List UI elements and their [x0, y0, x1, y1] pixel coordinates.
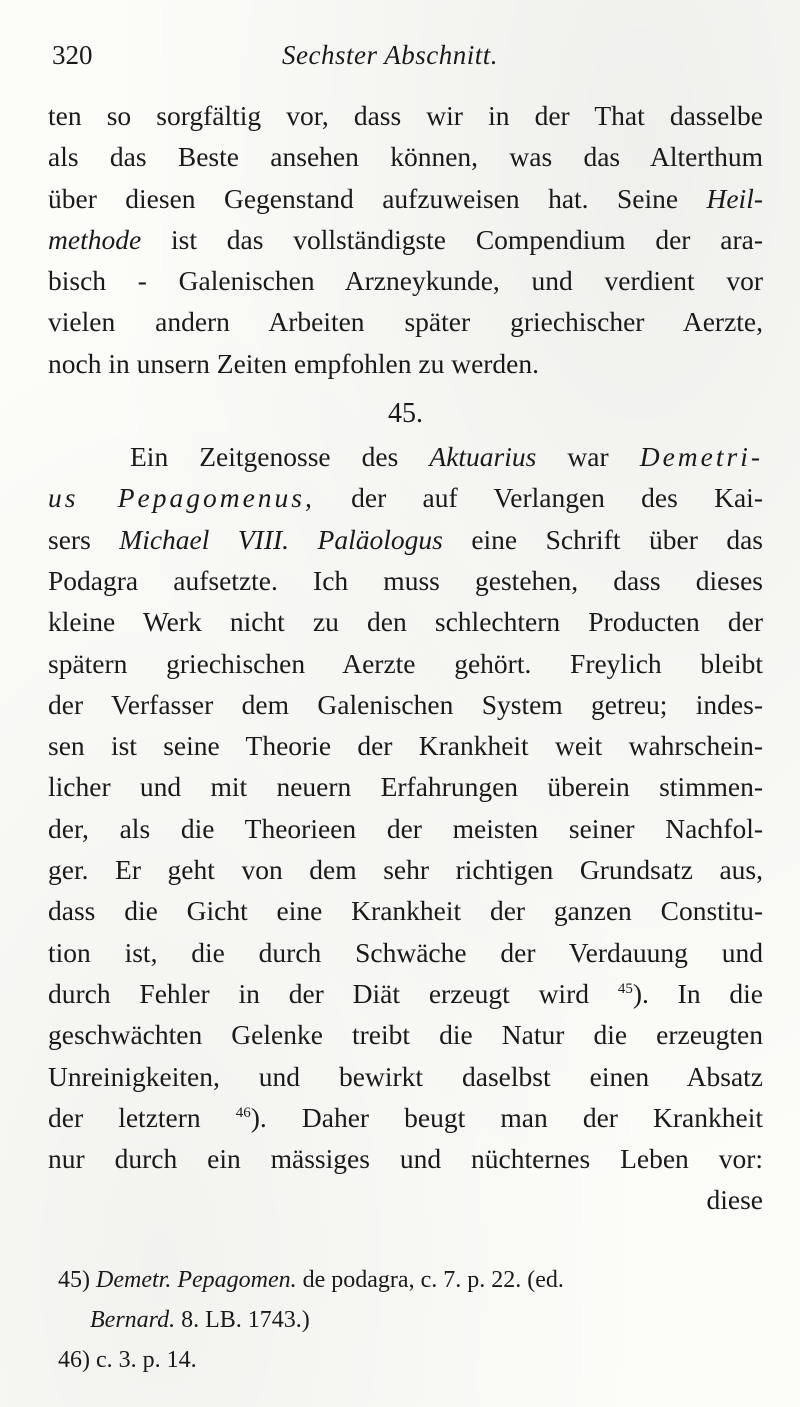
footnote-45-continued: [58, 1300, 758, 1340]
text-line: dass die Gicht eine Krankheit der ganzen Constitu-: [48, 895, 763, 927]
footnote-text: 8. LB. 1743.): [175, 1307, 310, 1333]
text-line: vielen andern Arbeiten später griechischer Aerzte,: [48, 306, 763, 338]
text-segment: ). Daher beugt man der Krankheit: [250, 1101, 763, 1133]
text-segment: war: [536, 441, 640, 473]
footnote-author: Demetr. Pepagomen.: [96, 1267, 297, 1293]
emphasis-demetrius: Demetri-: [639, 441, 763, 473]
footnote-46: 46) c. 3. p. 14.: [58, 1347, 197, 1373]
text-line: als das Beste ansehen können, was das Alterthum: [48, 141, 763, 173]
footnotes: [58, 1260, 758, 1380]
page-header: [52, 40, 752, 90]
text-line: Podagra aufsetzte. Ich muss gestehen, dass dieses: [48, 564, 763, 596]
footnote-number: 45): [58, 1267, 96, 1293]
text-line: sen ist seine Theorie der Krankheit weit wahrschein-: [48, 730, 763, 762]
paragraph-1: [48, 95, 763, 384]
text-line: tion ist, die durch Schwäche der Verdauung und: [48, 936, 763, 968]
page-number: 320: [52, 40, 93, 70]
text-segment: eine Schrift über das: [442, 523, 764, 555]
running-title: Sechster Abschnitt.: [282, 40, 498, 70]
section-number: 45.: [388, 398, 423, 430]
text-line: ten so sorgfältig vor, dass wir in der That dasselbe: [48, 100, 763, 131]
catch-word: diese: [706, 1184, 763, 1216]
body-text: [48, 95, 763, 1221]
text-segment: sers: [48, 523, 120, 555]
text-line: noch in unsern Zeiten empfohlen zu werden.: [48, 347, 540, 379]
text-line: [48, 219, 763, 260]
paragraph-2: [48, 436, 763, 1221]
text-line: [48, 477, 763, 518]
emphasis-heilmethode: methode: [48, 223, 142, 255]
text-line: ger. Er geht von dem sehr richtigen Grundsatz aus,: [48, 854, 763, 886]
text-segment: über diesen Gegenstand aufzuweisen hat. Seine: [48, 182, 707, 214]
text-line: [48, 973, 763, 1014]
emphasis-aktuarius: Aktuarius: [429, 441, 537, 473]
text-line: geschwächten Gelenke treibt die Natur die erzeugten: [48, 1019, 763, 1051]
text-line: nur durch ein mässiges und nüchternes Leben vor:: [48, 1143, 763, 1175]
emphasis-michael: Michael VIII. Paläologus: [119, 523, 443, 555]
footnote-45: [58, 1260, 758, 1300]
text-line: bisch - Galenischen Arzneykunde, und verdient vor: [48, 265, 763, 297]
text-segment: durch Fehler in der Diät erzeugt wird: [48, 977, 618, 1009]
text-line: [48, 519, 763, 560]
footnote-text: de podagra, c. 7. p. 22. (ed.: [296, 1267, 564, 1293]
text-line: der Verfasser dem Galenischen System getreu; indes-: [48, 688, 763, 720]
emphasis-heilmethode: Heil-: [706, 182, 763, 214]
footnote-ref-45[interactable]: 45: [617, 980, 633, 997]
text-line: kleine Werk nicht zu den schlechtern Producten der: [48, 606, 763, 638]
text-line: der, als die Theorieen der meisten seiner Nachfol-: [48, 812, 763, 844]
text-line: [48, 178, 763, 219]
text-segment: der letztern: [48, 1101, 236, 1133]
footnote-ref-46[interactable]: 46: [235, 1104, 251, 1121]
text-segment: ). In die: [632, 977, 763, 1009]
emphasis-pepagomenus: us Pepagomenus,: [48, 482, 315, 514]
text-line: spätern griechischen Aerzte gehört. Freylich bleibt: [48, 647, 763, 679]
text-segment: der auf Verlangen des Kai-: [314, 482, 763, 514]
text-line: [48, 436, 763, 477]
text-line: Unreinigkeiten, und bewirkt daselbst einen Absatz: [48, 1060, 763, 1092]
text-segment: ist das vollständigste Compendium der ara-: [141, 223, 763, 255]
text-segment: Ein Zeitgenosse des: [130, 441, 430, 473]
text-line: [48, 1097, 763, 1138]
text-line: licher und mit neuern Erfahrungen überein stimmen-: [48, 771, 763, 803]
footnote-editor: Bernard.: [90, 1307, 176, 1333]
